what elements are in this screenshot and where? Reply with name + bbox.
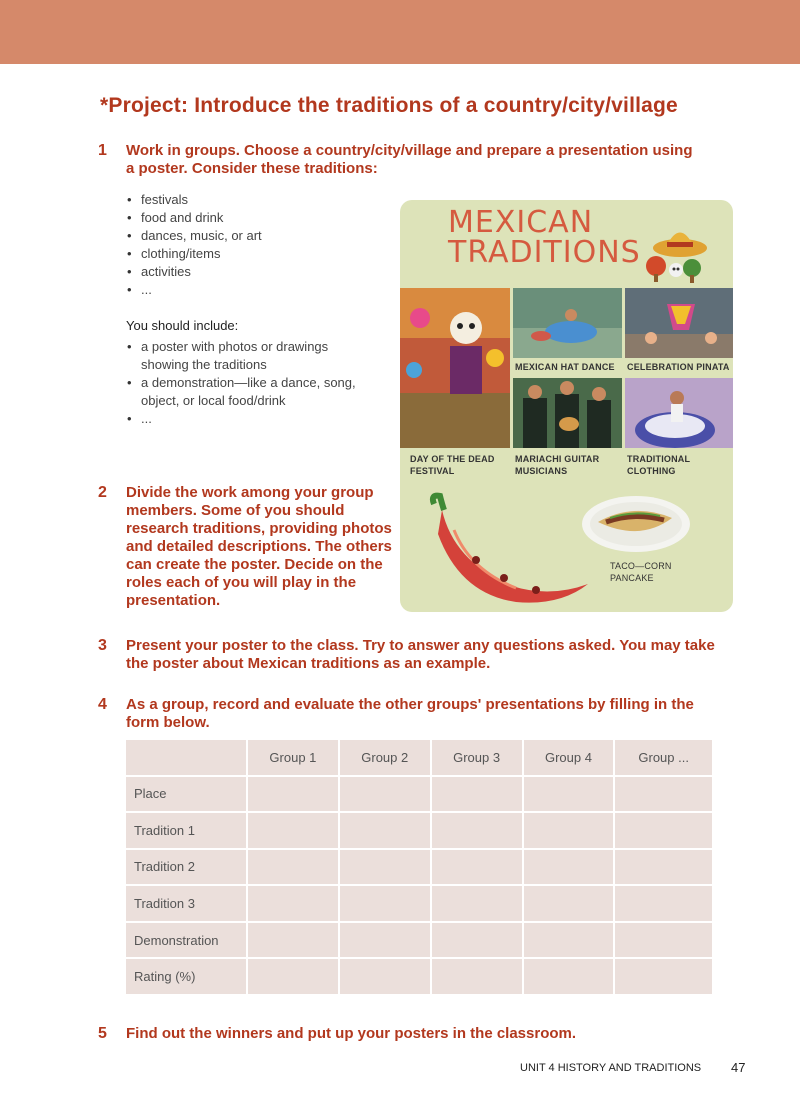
table-header-row [125, 739, 713, 776]
table-row [125, 885, 713, 922]
header-cell: Group ... [614, 739, 713, 776]
table-row [125, 776, 713, 813]
task-text-4: As a group, record and evaluate the other groups' presentations by filling in the form below. [126, 696, 694, 731]
list-item: • clothing/items [126, 245, 262, 263]
table-row [125, 922, 713, 959]
caption-clothing-1: TRADITIONAL [627, 454, 691, 464]
form-cell[interactable] [247, 849, 339, 886]
task-number-2: 2 [98, 484, 107, 501]
mexican-hat-dance-photo [513, 288, 622, 358]
task-number-1: 1 [98, 142, 107, 159]
row-label: Tradition 2 [125, 849, 247, 886]
row-label: Tradition 3 [125, 885, 247, 922]
form-cell[interactable] [247, 958, 339, 995]
header-cell [125, 739, 247, 776]
form-cell[interactable] [614, 849, 713, 886]
list-item: • festivals [126, 191, 262, 209]
form-cell[interactable] [614, 958, 713, 995]
caption-clothing-2: CLOTHING [627, 466, 676, 476]
list-item: • a poster with photos or drawings showing the traditions [126, 338, 362, 374]
form-cell[interactable] [523, 812, 615, 849]
task-text-2: Divide the work among your group members. Some of you should research traditions, providing photos and detailed descriptions. The others can create the poster. Decide on the roles each of you will play in the presentation. [126, 484, 392, 609]
page-title: *Project: Introduce the traditions of a country/city/village [100, 94, 678, 117]
form-cell[interactable] [523, 958, 615, 995]
header-cell: Group 1 [247, 739, 339, 776]
row-label: Place [125, 776, 247, 813]
form-cell[interactable] [431, 885, 523, 922]
form-cell[interactable] [431, 849, 523, 886]
row-label: Rating (%) [125, 958, 247, 995]
form-cell[interactable] [523, 776, 615, 813]
form-cell[interactable] [247, 776, 339, 813]
form-cell[interactable] [614, 776, 713, 813]
form-cell[interactable] [614, 922, 713, 959]
day-of-the-dead-photo [400, 288, 510, 448]
top-color-band [0, 0, 800, 64]
form-cell[interactable] [431, 812, 523, 849]
evaluation-form-table [124, 738, 714, 996]
form-cell[interactable] [431, 776, 523, 813]
taco-plate-icon [580, 492, 692, 554]
sombrero-maracas-icon [636, 214, 708, 284]
form-cell[interactable] [614, 812, 713, 849]
list-item: • ... [126, 281, 262, 299]
row-label: Tradition 1 [125, 812, 247, 849]
mariachi-musicians-photo [513, 378, 622, 448]
list-item: • a demonstration—like a dance, song, object, or local food/drink [126, 374, 362, 410]
form-cell[interactable] [523, 922, 615, 959]
caption-taco-2: PANCAKE [610, 573, 654, 583]
form-cell[interactable] [523, 849, 615, 886]
chili-pepper-icon [420, 490, 600, 608]
form-cell[interactable] [339, 776, 431, 813]
list-item: • dances, music, or art [126, 227, 262, 245]
mexican-traditions-poster [400, 200, 733, 612]
header-cell: Group 4 [523, 739, 615, 776]
task-number-3: 3 [98, 637, 107, 654]
footer-unit-title: UNIT 4 HISTORY AND TRADITIONS [520, 1062, 702, 1074]
task-number-5: 5 [98, 1025, 107, 1042]
caption-mariachi-2: MUSICIANS [515, 466, 568, 476]
table-row [125, 958, 713, 995]
form-cell[interactable] [523, 885, 615, 922]
poster-title: MEXICAN TRADITIONS [448, 205, 641, 270]
row-label: Demonstration [125, 922, 247, 959]
caption-day-of-dead-1: DAY OF THE DEAD [410, 454, 495, 464]
task-number-4: 4 [98, 696, 107, 713]
include-label: You should include: [126, 318, 239, 333]
caption-pinata: CELEBRATION PINATA [627, 362, 730, 372]
form-cell[interactable] [247, 885, 339, 922]
include-list [126, 338, 362, 428]
form-cell[interactable] [431, 958, 523, 995]
traditions-list [126, 191, 262, 299]
task-text-5: Find out the winners and put up your posters in the classroom. [126, 1025, 577, 1042]
caption-day-of-dead-2: FESTIVAL [410, 466, 455, 476]
traditional-clothing-photo [625, 378, 733, 448]
list-item: • ... [126, 410, 362, 428]
form-cell[interactable] [339, 885, 431, 922]
form-cell[interactable] [339, 958, 431, 995]
page-number: 47 [731, 1060, 746, 1075]
form-cell[interactable] [614, 885, 713, 922]
task-text-3: Present your poster to the class. Try to answer any questions asked. You may take the poster about Mexican traditions as an example. [126, 637, 715, 672]
form-cell[interactable] [339, 922, 431, 959]
form-cell[interactable] [339, 849, 431, 886]
caption-hat-dance: MEXICAN HAT DANCE [515, 362, 615, 372]
caption-taco-1: TACO—CORN [610, 561, 672, 571]
header-cell: Group 2 [339, 739, 431, 776]
form-cell[interactable] [247, 922, 339, 959]
task-text-1: Work in groups. Choose a country/city/village and prepare a presentation using a poster. Consider these traditions: [126, 142, 693, 177]
celebration-pinata-photo [625, 288, 733, 358]
form-cell[interactable] [431, 922, 523, 959]
list-item: • food and drink [126, 209, 262, 227]
list-item: • activities [126, 263, 262, 281]
table-row [125, 812, 713, 849]
table-row [125, 849, 713, 886]
caption-mariachi-1: MARIACHI GUITAR [515, 454, 600, 464]
form-cell[interactable] [247, 812, 339, 849]
header-cell: Group 3 [431, 739, 523, 776]
form-cell[interactable] [339, 812, 431, 849]
